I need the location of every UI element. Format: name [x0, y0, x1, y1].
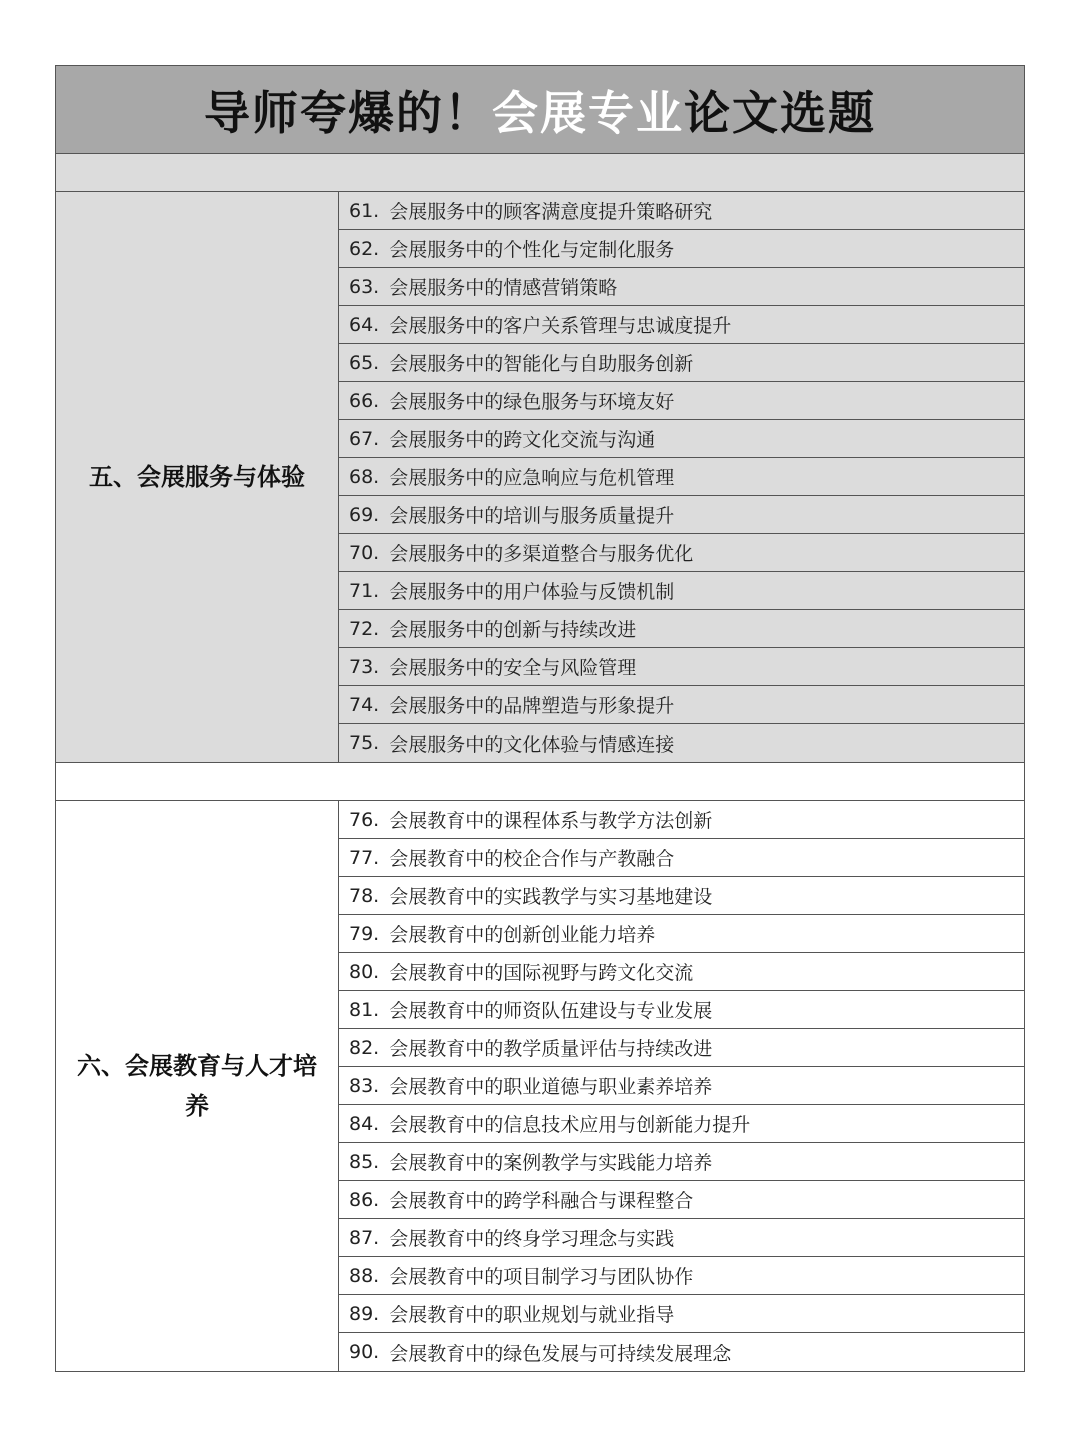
topic-text: 会展教育中的职业规划与就业指导 — [389, 1304, 675, 1326]
topic-row — [339, 991, 1024, 1029]
topic-number: 90. — [349, 1341, 380, 1363]
topic-text: 会展教育中的跨学科融合与课程整合 — [389, 1190, 694, 1212]
topic-text: 会展服务中的安全与风险管理 — [389, 657, 637, 679]
topic-list — [339, 192, 1024, 762]
topic-row — [339, 268, 1024, 306]
topic-number: 85. — [349, 1150, 380, 1173]
topic-text: 会展服务中的跨文化交流与沟通 — [389, 429, 656, 451]
topic-number: 89. — [349, 1302, 380, 1325]
topic-number: 80. — [349, 960, 380, 983]
topic-number: 84. — [349, 1112, 380, 1135]
topic-table — [55, 65, 1025, 1372]
topic-row — [339, 572, 1024, 610]
topic-number: 72. — [349, 617, 380, 640]
topic-number: 69. — [349, 503, 380, 526]
topic-text: 会展服务中的情感营销策略 — [389, 277, 618, 299]
topic-row — [339, 1067, 1024, 1105]
topic-row — [339, 192, 1024, 230]
topic-text: 会展教育中的创新创业能力培养 — [389, 924, 656, 946]
topic-text: 会展教育中的终身学习理念与实践 — [389, 1228, 675, 1250]
topic-number: 64. — [349, 313, 380, 336]
topic-number: 70. — [349, 541, 380, 564]
topic-number: 74. — [349, 693, 380, 716]
topic-row — [339, 877, 1024, 915]
topic-row — [339, 648, 1024, 686]
topic-list — [339, 801, 1024, 1371]
topic-number: 63. — [349, 275, 380, 298]
topic-number: 78. — [349, 884, 380, 907]
topic-row — [339, 1219, 1024, 1257]
topic-number: 68. — [349, 465, 380, 488]
topic-text: 会展教育中的教学质量评估与持续改进 — [389, 1038, 713, 1060]
topic-row — [339, 724, 1024, 762]
topic-text: 会展服务中的文化体验与情感连接 — [389, 733, 675, 756]
topic-text: 会展服务中的培训与服务质量提升 — [389, 505, 675, 527]
topic-number: 87. — [349, 1226, 380, 1249]
topic-text: 会展服务中的创新与持续改进 — [389, 619, 637, 641]
topic-row — [339, 1181, 1024, 1219]
topic-row — [339, 1143, 1024, 1181]
topic-number: 75. — [349, 732, 380, 754]
topic-row — [339, 1105, 1024, 1143]
topic-number: 82. — [349, 1036, 380, 1059]
topic-number: 61. — [349, 199, 380, 222]
spacer-row — [55, 154, 1025, 192]
topic-row — [339, 458, 1024, 496]
topic-number: 76. — [349, 808, 380, 831]
topic-row — [339, 801, 1024, 839]
topic-row — [339, 382, 1024, 420]
topic-row — [339, 953, 1024, 991]
topic-text: 会展服务中的客户关系管理与忠诚度提升 — [389, 315, 732, 337]
title-part-3: 论文选题 — [684, 85, 876, 140]
topic-text: 会展教育中的职业道德与职业素养培养 — [389, 1076, 713, 1098]
topic-text: 会展服务中的多渠道整合与服务优化 — [389, 543, 694, 565]
section-service-experience — [55, 192, 1025, 763]
topic-text: 会展教育中的案例教学与实践能力培养 — [389, 1152, 713, 1174]
section-label: 五、会展服务与体验 — [56, 192, 339, 762]
topic-text: 会展教育中的国际视野与跨文化交流 — [389, 962, 694, 984]
topic-text: 会展教育中的信息技术应用与创新能力提升 — [389, 1114, 751, 1136]
topic-row — [339, 306, 1024, 344]
section-label: 六、会展教育与人才培养 — [56, 801, 339, 1371]
topic-number: 62. — [349, 237, 380, 260]
topic-number: 79. — [349, 922, 380, 945]
page-title — [55, 65, 1025, 154]
topic-row — [339, 534, 1024, 572]
topic-text: 会展服务中的智能化与自助服务创新 — [389, 353, 694, 375]
topic-number: 67. — [349, 427, 380, 450]
spacer-row — [55, 763, 1025, 801]
section-education-talent — [55, 801, 1025, 1372]
topic-number: 66. — [349, 389, 380, 412]
topic-row — [339, 1257, 1024, 1295]
topic-text: 会展教育中的课程体系与教学方法创新 — [389, 810, 713, 832]
topic-text: 会展服务中的应急响应与危机管理 — [389, 467, 675, 489]
topic-number: 83. — [349, 1074, 380, 1097]
topic-row — [339, 1333, 1024, 1371]
topic-text: 会展教育中的实践教学与实习基地建设 — [389, 886, 713, 908]
topic-number: 86. — [349, 1188, 380, 1211]
topic-number: 65. — [349, 351, 380, 374]
topic-row — [339, 915, 1024, 953]
topic-text: 会展服务中的绿色服务与环境友好 — [389, 391, 675, 413]
topic-number: 73. — [349, 655, 380, 678]
topic-row — [339, 230, 1024, 268]
topic-number: 77. — [349, 846, 380, 869]
topic-row — [339, 496, 1024, 534]
title-part-2: 会展专业 — [492, 85, 684, 140]
topic-row — [339, 686, 1024, 724]
topic-row — [339, 1029, 1024, 1067]
topic-text: 会展服务中的顾客满意度提升策略研究 — [389, 201, 713, 223]
title-part-1: 导师夸爆的！ — [204, 85, 492, 140]
topic-text: 会展教育中的项目制学习与团队协作 — [389, 1266, 694, 1288]
topic-text: 会展服务中的品牌塑造与形象提升 — [389, 695, 675, 717]
topic-text: 会展教育中的师资队伍建设与专业发展 — [389, 1000, 713, 1022]
topic-number: 88. — [349, 1264, 380, 1287]
topic-text: 会展教育中的绿色发展与可持续发展理念 — [389, 1342, 732, 1365]
topic-number: 81. — [349, 998, 380, 1021]
topic-row — [339, 610, 1024, 648]
topic-row — [339, 1295, 1024, 1333]
topic-row — [339, 839, 1024, 877]
topic-text: 会展服务中的个性化与定制化服务 — [389, 239, 675, 261]
topic-number: 71. — [349, 579, 380, 602]
topic-row — [339, 420, 1024, 458]
topic-row — [339, 344, 1024, 382]
topic-text: 会展服务中的用户体验与反馈机制 — [389, 581, 675, 603]
topic-text: 会展教育中的校企合作与产教融合 — [389, 848, 675, 870]
